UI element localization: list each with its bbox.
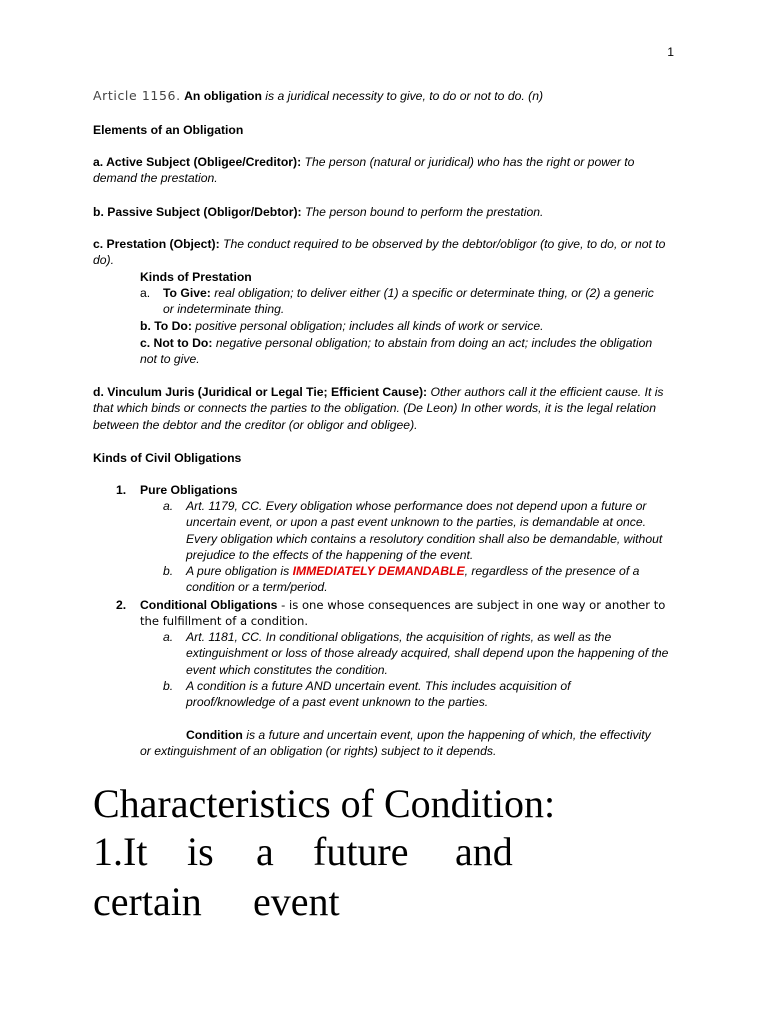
- element-vinculum-juris: [93, 384, 673, 433]
- slide-line3-word-certain: certain: [93, 879, 202, 924]
- condition-term: Condition: [186, 728, 243, 742]
- prestation-label: c. Prestation (Object):: [93, 237, 220, 251]
- not-do-text: negative personal obligation; to abstain from doing an act; includes the obligation not to give.: [140, 336, 653, 367]
- element-prestation: [93, 236, 673, 269]
- slide-line2-word-and: and: [455, 829, 513, 874]
- cond-b-marker: b.: [163, 679, 174, 693]
- prestation-give: [163, 285, 663, 318]
- article-label: Article 1156: [93, 88, 177, 103]
- not-do-label: c. Not to Do:: [140, 336, 213, 350]
- passive-subject-label: b. Passive Subject (Obligor/Debtor):: [93, 205, 302, 219]
- vinculum-label: d. Vinculum Juris (Juridical or Legal Tie; Efficient Cause):: [93, 385, 428, 399]
- active-subject-label: a. Active Subject (Obligee/Creditor):: [93, 155, 302, 169]
- pure-title: Pure Obligations: [140, 483, 238, 497]
- article-line: [93, 88, 673, 104]
- slide-heading: Characteristics of Condition:: [93, 781, 556, 826]
- slide-line2-word-is: is: [187, 829, 214, 874]
- do-label: b. To Do:: [140, 319, 192, 333]
- cond-a-marker: a.: [163, 630, 174, 644]
- pure-b-pre: A pure obligation is: [186, 564, 293, 578]
- prestation-do: [140, 318, 660, 334]
- immediately-demandable-emphasis: IMMEDIATELY DEMANDABLE: [292, 564, 465, 578]
- article-term: An obligation: [184, 89, 262, 103]
- slide-line2-num: 1.It: [93, 829, 148, 874]
- active-subject-text: The person (natural or juridical) who has the right or power to demand the prestation.: [93, 155, 635, 186]
- cond-b-text: A condition is a future AND uncertain event. This includes acquisition of proof/knowledge of a past event unknown to the parties.: [186, 679, 571, 710]
- slide-line2-word-future: future: [313, 829, 409, 874]
- give-text: real obligation; to deliver either (1) a specific or determinate thing, or (2) a generic or indeterminate thing.: [163, 286, 654, 317]
- give-marker: a.: [140, 286, 151, 300]
- cond-desc: - is one whose consequences are subject in one way or another to the fulfillment of a condition.: [140, 598, 666, 629]
- prestation-text: The conduct required to be observed by the debtor/obligor (to give, to do, or not to do).: [93, 237, 666, 268]
- pure-b-text: [186, 563, 666, 596]
- passive-subject-text: The person bound to perform the prestation.: [301, 205, 544, 219]
- slide-line3-word-event: event: [253, 879, 340, 924]
- slide-line2-word-a: a: [256, 829, 274, 874]
- pure-a-text: Art. 1179, CC. Every obligation whose performance does not depend upon a future or uncertain event, or upon a past event unknown to the parties, is demandable at once. Every obligation which contains a resolutory condition shall also be demandable, without prejudice to the effects of the happening of the event.: [186, 499, 663, 562]
- pure-b-marker: b.: [163, 564, 174, 578]
- element-passive-subject: [93, 204, 673, 220]
- give-label: To Give:: [163, 286, 211, 300]
- civil-obligations-heading: Kinds of Civil Obligations: [93, 451, 242, 465]
- cond-marker: 2.: [116, 598, 127, 612]
- page-number: 1: [667, 45, 674, 59]
- do-text: positive personal obligation; includes all kinds of work or service.: [191, 319, 544, 333]
- pure-marker: 1.: [116, 483, 127, 497]
- cond-heading: [140, 597, 670, 630]
- condition-def: is a future and uncertain event, upon the happening of which, the effectivity or extinguishment of an obligation (or rights) subject to it depends.: [140, 728, 651, 759]
- cond-a-text: Art. 1181, CC. In conditional obligations, the acquisition of rights, as well as the extinguishment or loss of those already acquired, shall depend upon the happening of the event which constitutes the condition.: [186, 630, 669, 677]
- article-definition: is a juridical necessity to give, to do or not to do. (n): [261, 89, 544, 103]
- article-period: .: [176, 88, 181, 103]
- elements-heading: Elements of an Obligation: [93, 123, 244, 137]
- condition-definition: [140, 727, 660, 760]
- prestation-kinds-heading: Kinds of Prestation: [140, 270, 252, 284]
- pure-a-marker: a.: [163, 499, 174, 513]
- element-active-subject: [93, 154, 673, 187]
- pure-b-post: , regardless of the presence of a condition or a term/period.: [186, 564, 640, 595]
- cond-title: Conditional Obligations: [140, 598, 278, 612]
- prestation-not-do: [140, 335, 660, 368]
- vinculum-text: Other authors call it the efficient cause. It is that which binds or connects the parties to the obligation. (De Leon) In other words, it is the legal relation between the debtor and the creditor (or obligor and obligee).: [93, 385, 664, 432]
